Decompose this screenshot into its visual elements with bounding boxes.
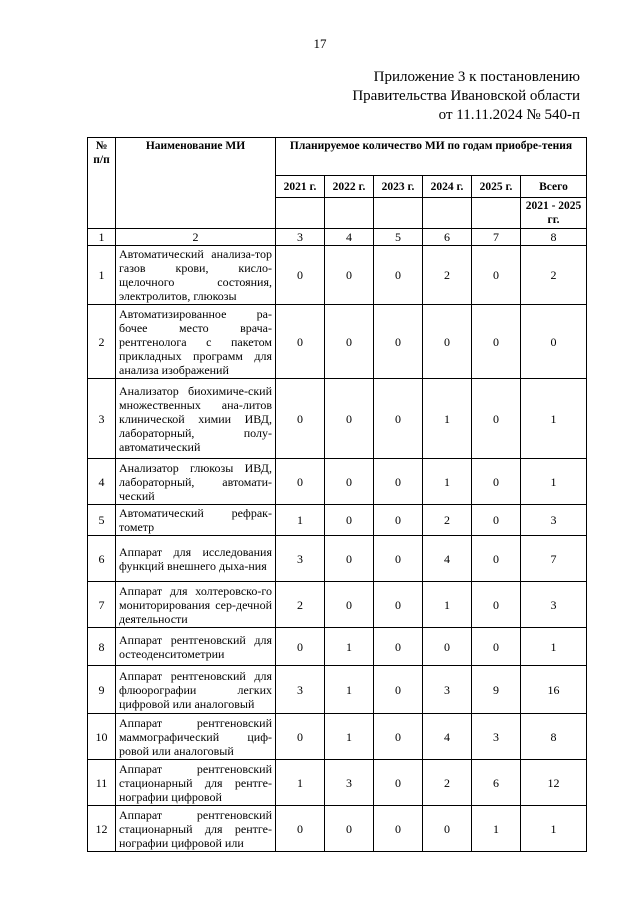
year-value: 0 — [325, 379, 374, 459]
device-name: Аппарат для исследования функций внешнего дыха-ния — [116, 536, 276, 582]
header-year: 2025 г. — [472, 176, 521, 198]
year-value: 1 — [276, 760, 325, 806]
total-value: 3 — [521, 505, 587, 536]
year-value: 0 — [276, 459, 325, 505]
year-value: 0 — [325, 806, 374, 852]
row-number: 1 — [88, 246, 116, 305]
year-value: 0 — [374, 582, 423, 628]
year-value: 0 — [325, 459, 374, 505]
year-value: 0 — [472, 536, 521, 582]
table-row — [88, 628, 587, 666]
year-value: 0 — [374, 806, 423, 852]
year-value: 3 — [472, 714, 521, 760]
year-value: 0 — [423, 806, 472, 852]
appendix-line-1: Приложение 3 к постановлению — [373, 69, 580, 85]
year-value: 0 — [325, 505, 374, 536]
row-number: 10 — [88, 714, 116, 760]
year-value: 3 — [325, 760, 374, 806]
year-value: 0 — [325, 246, 374, 305]
total-value: 2 — [521, 246, 587, 305]
appendix-line-2: Правительства Ивановской области — [352, 88, 580, 104]
year-value: 0 — [325, 536, 374, 582]
column-index: 1 — [88, 229, 116, 246]
column-index: 6 — [423, 229, 472, 246]
total-value: 8 — [521, 714, 587, 760]
year-value: 9 — [472, 666, 521, 714]
total-value: 3 — [521, 582, 587, 628]
year-value: 1 — [423, 459, 472, 505]
row-number: 8 — [88, 628, 116, 666]
table-row — [88, 459, 587, 505]
header-name: Наименование МИ — [116, 138, 276, 229]
column-index: 2 — [116, 229, 276, 246]
header-total-period: 2021 - 2025 гг. — [521, 198, 587, 229]
year-value: 0 — [374, 305, 423, 379]
year-value: 3 — [276, 536, 325, 582]
device-name: Анализатор биохимиче-ский множественных ана-литов клинической химии ИВД, лабораторный, полу-автоматический — [116, 379, 276, 459]
equipment-table — [87, 137, 587, 852]
year-value: 0 — [325, 305, 374, 379]
table-row — [88, 582, 587, 628]
year-value: 0 — [374, 628, 423, 666]
year-value: 0 — [472, 505, 521, 536]
appendix-header — [280, 68, 580, 125]
year-value: 1 — [325, 666, 374, 714]
year-value: 4 — [423, 714, 472, 760]
year-value: 0 — [276, 628, 325, 666]
header-num: № п/п — [88, 138, 116, 229]
year-value: 0 — [472, 582, 521, 628]
year-value: 1 — [276, 505, 325, 536]
year-value: 3 — [423, 666, 472, 714]
device-name: Аппарат рентгеновский маммографический циф-ровой или аналоговый — [116, 714, 276, 760]
total-value: 1 — [521, 806, 587, 852]
table-row — [88, 666, 587, 714]
total-value: 12 — [521, 760, 587, 806]
year-value: 2 — [423, 760, 472, 806]
total-value: 7 — [521, 536, 587, 582]
year-value: 0 — [374, 459, 423, 505]
year-value: 2 — [276, 582, 325, 628]
year-value: 0 — [374, 714, 423, 760]
row-number: 11 — [88, 760, 116, 806]
row-number: 7 — [88, 582, 116, 628]
device-name: Аппарат рентгеновский для флюорографии легких цифровой или аналоговый — [116, 666, 276, 714]
header-year: 2022 г. — [325, 176, 374, 198]
year-value: 0 — [374, 760, 423, 806]
year-value: 1 — [325, 628, 374, 666]
row-number: 12 — [88, 806, 116, 852]
device-name: Аппарат рентгеновский стационарный для рентге-нографии цифровой — [116, 760, 276, 806]
page-number: 17 — [313, 36, 327, 51]
row-number: 9 — [88, 666, 116, 714]
year-value: 0 — [276, 714, 325, 760]
table-row — [88, 760, 587, 806]
device-name: Анализатор глюкозы ИВД, лабораторный, автомати-ческий — [116, 459, 276, 505]
year-value: 0 — [423, 628, 472, 666]
table-row — [88, 714, 587, 760]
total-value: 16 — [521, 666, 587, 714]
appendix-line-3: от 11.11.2024 № 540-п — [438, 107, 580, 123]
year-value: 0 — [374, 666, 423, 714]
header-year: 2021 г. — [276, 176, 325, 198]
year-value: 1 — [325, 714, 374, 760]
year-value: 0 — [472, 246, 521, 305]
table-row — [88, 379, 587, 459]
year-value: 0 — [472, 379, 521, 459]
total-value: 1 — [521, 628, 587, 666]
year-value: 0 — [276, 305, 325, 379]
year-value: 0 — [374, 536, 423, 582]
year-value: 0 — [325, 582, 374, 628]
header-total: Всего — [521, 176, 587, 198]
table-row — [88, 536, 587, 582]
device-name: Аппарат для холтеровско-го мониторирования сер-дечной деятельности — [116, 582, 276, 628]
device-name: Автоматический рефрак-тометр — [116, 505, 276, 536]
year-value: 0 — [374, 505, 423, 536]
row-number: 6 — [88, 536, 116, 582]
year-value: 0 — [374, 246, 423, 305]
year-value: 4 — [423, 536, 472, 582]
year-value: 2 — [423, 505, 472, 536]
year-value: 0 — [472, 305, 521, 379]
column-index: 5 — [374, 229, 423, 246]
row-number: 3 — [88, 379, 116, 459]
year-value: 0 — [423, 305, 472, 379]
header-planned: Планируемое количество МИ по годам приобре-тения — [276, 138, 587, 176]
column-index: 4 — [325, 229, 374, 246]
year-value: 1 — [472, 806, 521, 852]
year-value: 3 — [276, 666, 325, 714]
total-value: 1 — [521, 459, 587, 505]
column-index: 3 — [276, 229, 325, 246]
column-index-row — [88, 229, 587, 246]
total-value: 1 — [521, 379, 587, 459]
table-row — [88, 806, 587, 852]
row-number: 2 — [88, 305, 116, 379]
table-row — [88, 505, 587, 536]
device-name: Аппарат рентгеновский стационарный для рентге-нографии цифровой или — [116, 806, 276, 852]
column-index: 7 — [472, 229, 521, 246]
year-value: 1 — [423, 582, 472, 628]
year-value: 2 — [423, 246, 472, 305]
table-row — [88, 246, 587, 305]
year-value: 0 — [374, 379, 423, 459]
year-value: 0 — [276, 379, 325, 459]
column-index: 8 — [521, 229, 587, 246]
total-value: 0 — [521, 305, 587, 379]
device-name: Автоматизированное ра-бочее место врача-рентгенолога с пакетом прикладных программ для анализа изображений — [116, 305, 276, 379]
table-row — [88, 305, 587, 379]
row-number: 4 — [88, 459, 116, 505]
year-value: 0 — [472, 628, 521, 666]
year-value: 0 — [472, 459, 521, 505]
year-value: 0 — [276, 806, 325, 852]
device-name: Автоматический анализа-тор газов крови, кисло-щелочного состояния, электролитов, глюкозы — [116, 246, 276, 305]
header-year: 2024 г. — [423, 176, 472, 198]
year-value: 1 — [423, 379, 472, 459]
header-year: 2023 г. — [374, 176, 423, 198]
device-name: Аппарат рентгеновский для остеоденситометрии — [116, 628, 276, 666]
year-value: 6 — [472, 760, 521, 806]
year-value: 0 — [276, 246, 325, 305]
row-number: 5 — [88, 505, 116, 536]
